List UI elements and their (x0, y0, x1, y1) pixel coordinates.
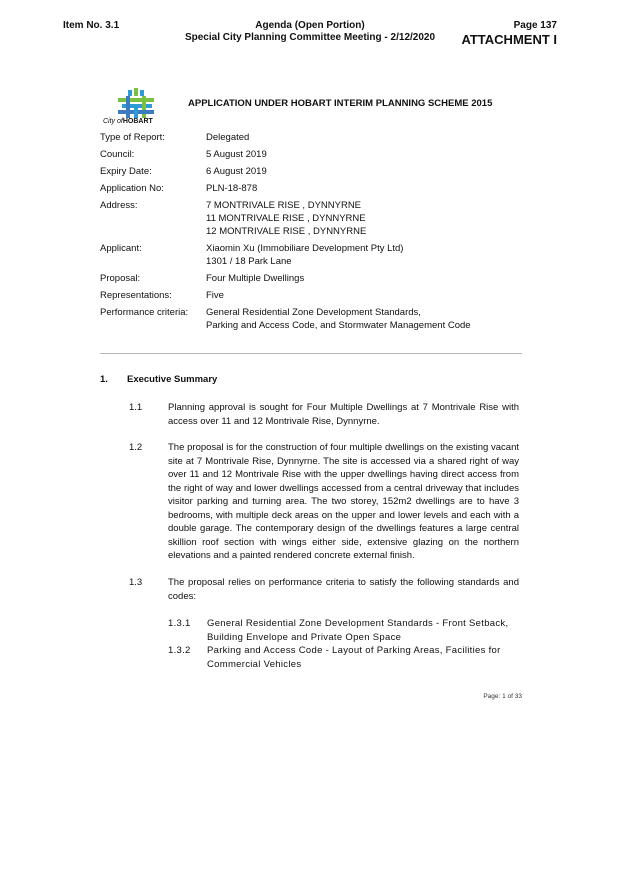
item-number: Item No. 3.1 (63, 20, 120, 31)
section-number: 1. (100, 374, 108, 385)
detail-row-address (100, 199, 526, 238)
detail-line: 1301 / 18 Park Lane (206, 256, 292, 267)
detail-value (206, 131, 526, 144)
paragraph-1-1 (129, 401, 521, 431)
paragraph-1-2 (129, 441, 521, 566)
subitem-text: General Residential Zone Development Standards - Front Setback, Building Envelope and Private Open Space (207, 618, 509, 643)
detail-label: Expiry Date: (100, 166, 152, 177)
page-footer: Page: 1 of 33 (483, 693, 522, 700)
paragraph-number: 1.1 (129, 402, 143, 413)
agenda-header (160, 20, 460, 44)
detail-label: Council: (100, 149, 135, 160)
detail-label: Type of Report: (100, 132, 165, 143)
logo-city-of: City of (103, 118, 123, 125)
section-heading (100, 374, 217, 385)
detail-value (206, 272, 526, 285)
detail-value (206, 199, 526, 238)
document-title: APPLICATION UNDER HOBART INTERIM PLANNING SCHEME 2015 (188, 98, 493, 109)
detail-label: Proposal: (100, 273, 141, 284)
detail-row-performance-criteria (100, 306, 526, 332)
detail-line: PLN-18-878 (206, 183, 258, 194)
logo-hobart: HOBART (122, 118, 153, 125)
subitem-number: 1.3.1 (168, 618, 191, 629)
detail-line: 6 August 2019 (206, 166, 267, 177)
detail-value (206, 289, 526, 302)
application-details (100, 131, 526, 336)
paragraph-number: 1.2 (129, 442, 143, 453)
detail-value (206, 306, 526, 332)
detail-line: Five (206, 290, 224, 301)
detail-row-representations (100, 289, 526, 302)
subitem-text: Parking and Access Code - Layout of Parking Areas, Facilities for Commercial Vehicles (207, 645, 501, 670)
detail-row-council (100, 148, 526, 161)
detail-line: Delegated (206, 132, 250, 143)
subitem-number: 1.3.2 (168, 645, 191, 656)
paragraph-text: The proposal relies on performance criteria to satisfy the following standards and codes: (168, 577, 519, 602)
detail-label: Performance criteria: (100, 307, 189, 318)
paragraph-text: Planning approval is sought for Four Multiple Dwellings at 7 Montrivale Rise with access over 11 and 12 Montrivale Rise, Dynnyrne. (168, 402, 519, 427)
paragraph-text: The proposal is for the construction of four multiple dwellings on the existing vacant site at 7 Montrivale Rise, Dynnyrne. The site is accessed via a shared right of way over 11 and 12 Montrivale Rise with the upper dwellings having direct access from the right of way and lower dwellings accessed from a central driveway that includes visitor parking and turning area. The two storey, 152m2 dwellings are to have 3 bedrooms, with multiple deck areas on the upper and lower levels and each with a double garage. The contemporary design of the dwellings features a large central skillion roof section with wings either side, extensive glazing on the northern elevations and a painted rendered concrete external finish. (168, 442, 519, 561)
detail-value (206, 182, 526, 195)
detail-label: Application No: (100, 183, 164, 194)
detail-line: 7 MONTRIVALE RISE , DYNNYRNE (206, 200, 362, 211)
detail-line: General Residential Zone Development Standards, (206, 307, 421, 318)
attachment-label: ATTACHMENT I (461, 32, 557, 47)
paragraph-number: 1.3 (129, 577, 143, 588)
logo-wordmark (103, 118, 153, 125)
detail-line: 12 MONTRIVALE RISE , DYNNYRNE (206, 226, 367, 237)
detail-line: Parking and Access Code, and Stormwater Management Code (206, 320, 471, 331)
detail-row-application-no (100, 182, 526, 195)
detail-label: Applicant: (100, 243, 142, 254)
detail-row-applicant (100, 242, 526, 268)
section-title: Executive Summary (127, 374, 218, 385)
detail-label: Address: (100, 200, 138, 211)
detail-value (206, 165, 526, 178)
section-divider (100, 353, 522, 354)
detail-value (206, 242, 526, 268)
paragraph-1-3 (129, 576, 521, 606)
detail-line: 5 August 2019 (206, 149, 267, 160)
detail-value (206, 148, 526, 161)
detail-row-expiry (100, 165, 526, 178)
meeting-label: Special City Planning Committee Meeting - 2/12/2020 (184, 32, 436, 43)
detail-row-type (100, 131, 526, 144)
page-number: Page 137 (513, 20, 557, 31)
detail-line: Four Multiple Dwellings (206, 273, 305, 284)
detail-line: Xiaomin Xu (Immobiliare Development Pty Ltd) (206, 243, 404, 254)
detail-label: Representations: (100, 290, 172, 301)
detail-row-proposal (100, 272, 526, 285)
agenda-label: Agenda (Open Portion) (255, 20, 365, 31)
detail-line: 11 MONTRIVALE RISE , DYNNYRNE (206, 213, 366, 224)
